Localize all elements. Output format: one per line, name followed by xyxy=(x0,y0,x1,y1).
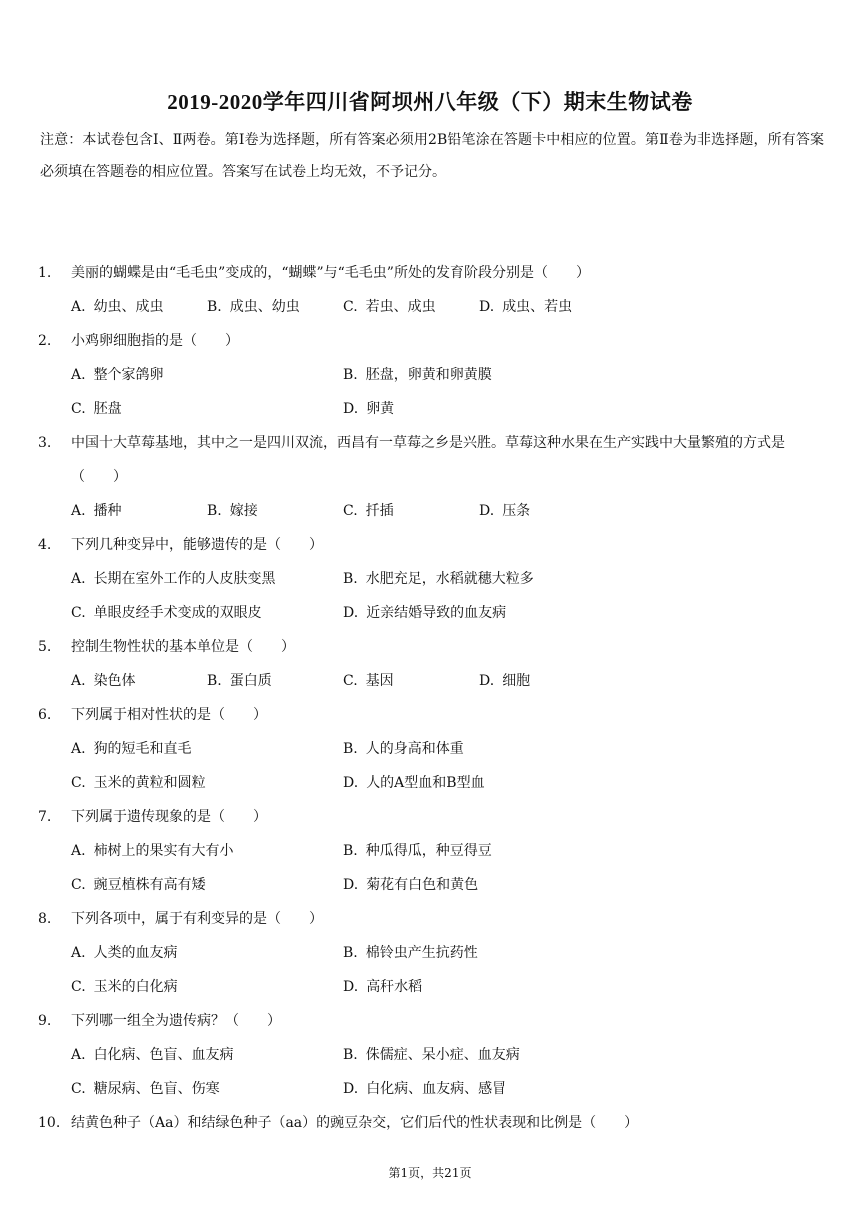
option-text: 人的A型血和B型血 xyxy=(366,775,485,791)
option-text: 幼虫、成虫 xyxy=(93,299,164,315)
option-text: 若虫、成虫 xyxy=(365,299,436,315)
option-text: 基因 xyxy=(365,673,394,689)
option-text: 棉铃虫产生抗药性 xyxy=(365,945,478,961)
question-text: 下列属于遗传现象的是（ ） xyxy=(71,809,267,825)
answer-option xyxy=(343,562,615,596)
option-text: 整个家鸽卵 xyxy=(93,367,164,383)
question-stem xyxy=(38,902,828,936)
answer-option xyxy=(343,868,615,902)
answer-option xyxy=(71,562,343,596)
answer-option xyxy=(71,732,343,766)
answer-options xyxy=(71,358,828,426)
question-number: 8. xyxy=(38,911,52,927)
answer-option xyxy=(479,494,615,528)
option-text: 水肥充足，水稻就穗大粒多 xyxy=(365,571,534,587)
option-text: 长期在室外工作的人皮肤变黑 xyxy=(93,571,276,587)
option-letter: A. xyxy=(71,503,86,519)
question-text: 小鸡卵细胞指的是（ ） xyxy=(71,333,239,349)
answer-option xyxy=(343,392,615,426)
answer-option xyxy=(343,1072,615,1106)
option-text: 染色体 xyxy=(93,673,136,689)
question-2 xyxy=(38,324,828,426)
answer-option xyxy=(207,494,343,528)
question-8 xyxy=(38,902,828,1004)
option-letter: A. xyxy=(71,367,86,383)
answer-option xyxy=(71,834,343,868)
question-number: 4. xyxy=(38,537,52,553)
question-stem xyxy=(38,528,828,562)
question-9 xyxy=(38,1004,828,1106)
option-text: 狗的短毛和直毛 xyxy=(93,741,192,757)
answer-option xyxy=(71,664,207,698)
answer-option xyxy=(479,290,615,324)
option-text: 成虫、幼虫 xyxy=(229,299,300,315)
option-text: 高秆水稻 xyxy=(366,979,423,995)
answer-option xyxy=(71,596,343,630)
option-text: 柿树上的果实有大有小 xyxy=(93,843,234,859)
option-letter: D. xyxy=(343,1081,359,1097)
question-text: 中国十大草莓基地，其中之一是四川双流，西昌有一草莓之乡是兴胜。草莓这种水果在生产实践中大量繁殖的方式是（ ） xyxy=(71,435,785,485)
question-text: 下列各项中，属于有利变异的是（ ） xyxy=(71,911,323,927)
option-text: 玉米的黄粒和圆粒 xyxy=(93,775,206,791)
option-letter: D. xyxy=(343,979,359,995)
question-list xyxy=(38,256,828,1140)
option-text: 白化病、色盲、血友病 xyxy=(93,1047,234,1063)
answer-option xyxy=(343,970,615,1004)
option-letter: D. xyxy=(479,673,495,689)
option-letter: C. xyxy=(71,775,86,791)
option-text: 成虫、若虫 xyxy=(502,299,573,315)
answer-option xyxy=(343,290,479,324)
answer-option xyxy=(343,664,479,698)
option-text: 人类的血友病 xyxy=(93,945,178,961)
answer-option xyxy=(71,494,207,528)
option-text: 单眼皮经手术变成的双眼皮 xyxy=(93,605,262,621)
option-letter: C. xyxy=(71,605,86,621)
option-text: 胚盘 xyxy=(93,401,122,417)
option-letter: D. xyxy=(343,877,359,893)
option-text: 侏儒症、呆小症、血友病 xyxy=(365,1047,520,1063)
answer-option xyxy=(343,936,615,970)
option-text: 种瓜得瓜，种豆得豆 xyxy=(365,843,492,859)
question-6 xyxy=(38,698,828,800)
option-letter: B. xyxy=(207,299,222,315)
question-stem xyxy=(38,698,828,732)
question-number: 1. xyxy=(38,265,52,281)
question-stem xyxy=(38,1106,828,1140)
option-letter: B. xyxy=(207,673,222,689)
option-text: 糖尿病、色盲、伤寒 xyxy=(93,1081,220,1097)
question-number: 6. xyxy=(38,707,52,723)
question-3 xyxy=(38,426,828,528)
option-text: 菊花有白色和黄色 xyxy=(366,877,479,893)
option-letter: C. xyxy=(71,401,86,417)
option-letter: C. xyxy=(71,877,86,893)
question-5 xyxy=(38,630,828,698)
option-letter: D. xyxy=(479,503,495,519)
option-text: 细胞 xyxy=(502,673,531,689)
option-letter: C. xyxy=(343,673,358,689)
answer-options xyxy=(71,562,828,630)
option-letter: A. xyxy=(71,945,86,961)
option-text: 卵黄 xyxy=(366,401,395,417)
answer-option xyxy=(343,358,615,392)
option-letter: B. xyxy=(207,503,222,519)
option-letter: D. xyxy=(343,605,359,621)
question-7 xyxy=(38,800,828,902)
answer-options xyxy=(71,732,828,800)
answer-option xyxy=(343,834,615,868)
question-number: 9. xyxy=(38,1013,52,1029)
option-letter: C. xyxy=(343,503,358,519)
answer-options xyxy=(71,664,828,698)
option-text: 扦插 xyxy=(365,503,394,519)
option-text: 近亲结婚导致的血友病 xyxy=(366,605,507,621)
question-4 xyxy=(38,528,828,630)
answer-options xyxy=(71,1038,828,1106)
question-text: 下列哪一组全为遗传病？（ ） xyxy=(71,1013,281,1029)
option-letter: D. xyxy=(343,401,359,417)
option-letter: B. xyxy=(343,843,358,859)
answer-option xyxy=(71,392,343,426)
answer-option xyxy=(207,290,343,324)
option-letter: A. xyxy=(71,673,86,689)
option-text: 玉米的白化病 xyxy=(93,979,178,995)
option-letter: A. xyxy=(71,843,86,859)
option-letter: B. xyxy=(343,367,358,383)
option-letter: B. xyxy=(343,1047,358,1063)
option-text: 压条 xyxy=(502,503,531,519)
question-stem xyxy=(38,800,828,834)
question-number: 10. xyxy=(38,1115,61,1131)
answer-option xyxy=(71,868,343,902)
exam-title: 2019-2020学年四川省阿坝州八年级（下）期末生物试卷 xyxy=(167,90,693,114)
answer-option xyxy=(343,732,615,766)
exam-instructions: 注意：本试卷包含Ⅰ、Ⅱ两卷。第Ⅰ卷为选择题，所有答案必须用2B铅笔涂在答题卡中相应的位置。第Ⅱ卷为非选择题，所有答案必须填在答题卷的相应位置。答案写在试卷上均无效，不予记分。 xyxy=(40,132,824,180)
option-letter: A. xyxy=(71,571,86,587)
answer-options xyxy=(71,290,828,324)
option-letter: D. xyxy=(343,775,359,791)
option-text: 嫁接 xyxy=(229,503,258,519)
question-1 xyxy=(38,256,828,324)
option-letter: C. xyxy=(71,979,86,995)
question-text: 结黄色种子（Aa）和结绿色种子（aa）的豌豆杂交，它们后代的性状表现和比例是（ ） xyxy=(71,1115,639,1131)
question-text: 下列属于相对性状的是（ ） xyxy=(71,707,267,723)
option-letter: C. xyxy=(71,1081,86,1097)
question-stem xyxy=(38,426,828,494)
question-number: 5. xyxy=(38,639,52,655)
question-stem xyxy=(38,324,828,358)
question-stem xyxy=(38,256,828,290)
question-number: 3. xyxy=(38,435,52,451)
answer-option xyxy=(343,596,615,630)
question-stem xyxy=(38,630,828,664)
answer-option xyxy=(71,290,207,324)
answer-option xyxy=(71,1038,343,1072)
question-text: 美丽的蝴蝶是由“毛毛虫”变成的，“蝴蝶”与“毛毛虫”所处的发育阶段分别是（ ） xyxy=(71,265,590,281)
option-text: 豌豆植株有高有矮 xyxy=(93,877,206,893)
question-text: 下列几种变异中，能够遗传的是（ ） xyxy=(71,537,323,553)
answer-option xyxy=(479,664,615,698)
option-text: 胚盘，卵黄和卵黄膜 xyxy=(365,367,492,383)
question-stem xyxy=(38,1004,828,1038)
answer-options xyxy=(71,936,828,1004)
answer-options xyxy=(71,494,828,528)
option-text: 白化病、血友病、感冒 xyxy=(366,1081,507,1097)
option-text: 人的身高和体重 xyxy=(365,741,464,757)
option-letter: B. xyxy=(343,741,358,757)
answer-option xyxy=(343,494,479,528)
question-number: 7. xyxy=(38,809,52,825)
answer-option xyxy=(343,1038,615,1072)
answer-option xyxy=(207,664,343,698)
page-footer: 第1页，共21页 xyxy=(388,1166,472,1180)
answer-option xyxy=(71,970,343,1004)
option-letter: B. xyxy=(343,945,358,961)
answer-option xyxy=(71,1072,343,1106)
option-letter: C. xyxy=(343,299,358,315)
option-letter: B. xyxy=(343,571,358,587)
option-letter: D. xyxy=(479,299,495,315)
question-text: 控制生物性状的基本单位是（ ） xyxy=(71,639,295,655)
answer-option xyxy=(71,766,343,800)
answer-option xyxy=(71,358,343,392)
question-10 xyxy=(38,1106,828,1140)
answer-option xyxy=(71,936,343,970)
option-letter: A. xyxy=(71,741,86,757)
option-text: 播种 xyxy=(93,503,122,519)
question-number: 2. xyxy=(38,333,52,349)
option-letter: A. xyxy=(71,1047,86,1063)
option-text: 蛋白质 xyxy=(229,673,272,689)
option-letter: A. xyxy=(71,299,86,315)
answer-option xyxy=(343,766,615,800)
answer-options xyxy=(71,834,828,902)
